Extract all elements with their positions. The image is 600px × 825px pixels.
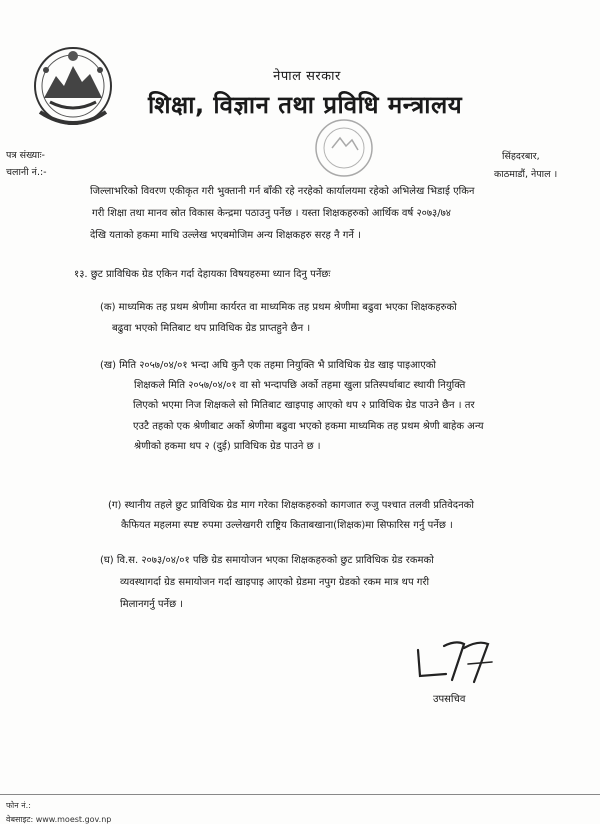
footer-website: वेबसाइट: www.moest.gov.np xyxy=(6,815,112,824)
intro-line: जिल्लाभरिको विवरण एकीकृत गरी भुक्तानी गर्न बाँकी रहे नरहेको कार्यालयमा रहेको अभिलेख भिडाई एकिन xyxy=(90,186,475,197)
item-ka-line: (क) माध्यमिक तह प्रथम श्रेणीमा कार्यरत वा माध्यमिक तह प्रथम श्रेणीमा बढुवा भएका शिक्षकहरुको xyxy=(100,302,457,313)
item-kha-line: शिक्षकले मिति २०५७/०४/०१ वा सो भन्दापछि अर्को तहमा खुला प्रतिस्पर्धाबाट स्थायी नियुक्ति xyxy=(134,380,466,391)
item-gha-line: व्यवस्थागर्दा ग्रेड समायोजन गर्दा खाइपाइ आएको ग्रेडमा नपुग ग्रेडको रकम मात्र थप गरी xyxy=(120,577,430,588)
item-gha-line: मिलानगर्नु पर्नेछ । xyxy=(120,599,184,610)
item-kha-line: (ख) मिति २०५७/०४/०१ भन्दा अघि कुनै एक तहमा नियुक्ति भै प्राविधिक ग्रेड खाइ पाइआएको xyxy=(100,360,437,371)
handwritten-signature xyxy=(412,636,498,684)
item-ga-line: कैफियत महलमा स्पष्ट रुपमा उल्लेखगरी राष्ट्रिय किताबखाना(शिक्षक)मा सिफारिस गर्नु पर्नेछ । xyxy=(121,520,453,531)
intro-line: गरी शिक्षा तथा मानव स्रोत विकास केन्द्रमा पठाउनु पर्नेछ । यस्ता शिक्षकहरुको आर्थिक वर्ष २०७३/७४ xyxy=(92,208,452,219)
item-ka-line: बढुवा भएको मितिबाट थप प्राविधिक ग्रेड प्राप्तहुने छैन । xyxy=(112,323,311,334)
item-kha-line: एउटै तहको एक श्रेणीबाट अर्को श्रेणीमा बढुवा भएको हकमा माध्यमिक तह प्रथम श्रेणी बाहेक अन्य xyxy=(133,421,484,432)
section-13-heading: १३. छुट प्राविधिक ग्रेड एकिन गर्दा देहायका विषयहरुमा ध्यान दिनु पर्नेछः xyxy=(74,269,331,280)
ministry-name: शिक्षा, विज्ञान तथा प्रविधि मन्त्रालय xyxy=(148,91,463,119)
government-name: नेपाल सरकार xyxy=(273,69,341,84)
item-kha-line: श्रेणीको हकमा थप २ (दुई) प्राविधिक ग्रेड पाउने छ । xyxy=(134,441,321,452)
letter-number-label: पत्र संख्याः- xyxy=(6,150,45,161)
footer-phone: फोन नं.: xyxy=(6,801,31,810)
nepal-government-emblem xyxy=(30,42,116,134)
office-place: सिंहदरबार, xyxy=(502,151,540,162)
office-city: काठमाडौं, नेपाल । xyxy=(494,169,558,180)
intro-line: देखि यताको हकमा माथि उल्लेख भएबमोजिम अन्य शिक्षकहरु सरह नै गर्ने । xyxy=(90,230,361,241)
signatory-title: उपसचिव xyxy=(433,694,466,705)
item-ga-line: (ग) स्थानीय तहले छुट प्राविधिक ग्रेड माग गरेका शिक्षकहरुको कागजात रुजु पश्चात तलवी प्रतिवेदनको xyxy=(108,500,474,511)
office-stamp xyxy=(296,112,392,178)
footer-divider xyxy=(0,794,600,795)
item-kha-line: लिएको भएमा निज शिक्षकले सो मितिबाट खाइपाइ आएको थप २ प्राविधिक ग्रेड पाउने छैन । तर xyxy=(133,400,475,411)
item-gha-line: (घ) वि.स. २०७३/०४/०१ पछि ग्रेड समायोजन भएका शिक्षकहरुको छुट प्राविधिक ग्रेड रकमको xyxy=(100,555,434,566)
dispatch-number-label: चलानी नं.:- xyxy=(6,167,47,178)
